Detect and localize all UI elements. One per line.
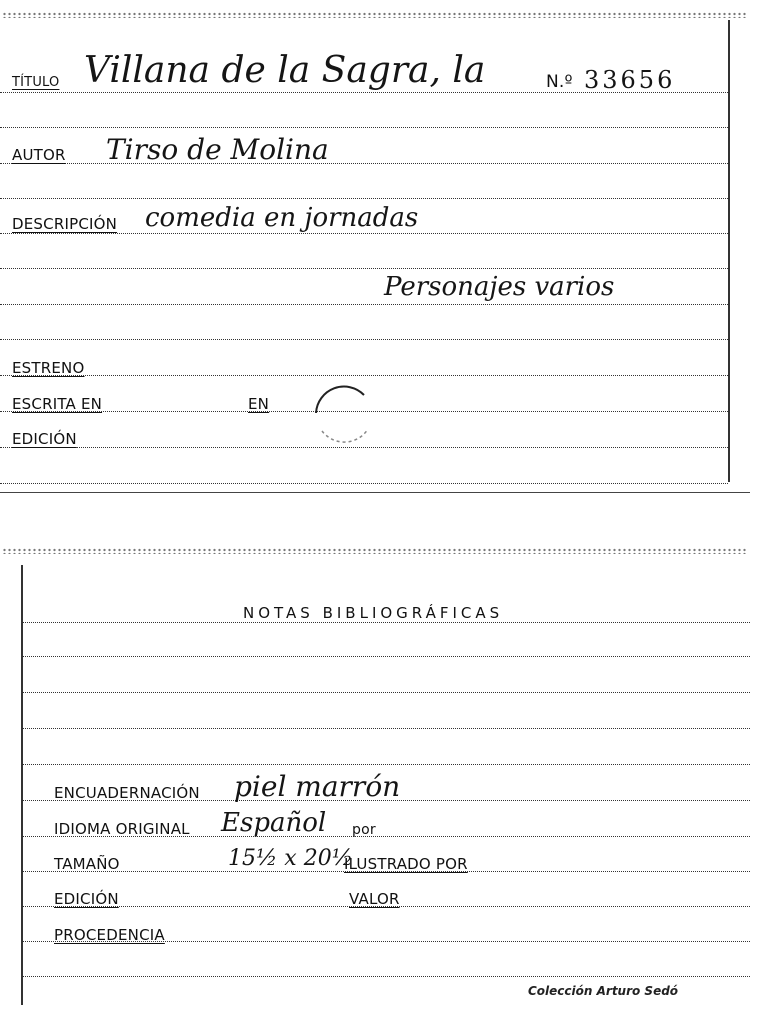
- idioma-label: IDIOMA ORIGINAL: [54, 820, 190, 838]
- encuadernacion-value: piel marrón: [234, 770, 401, 803]
- rule-line: [22, 728, 750, 729]
- rule-line: [0, 375, 728, 376]
- rule-line: [0, 304, 728, 305]
- idioma-value: Español: [221, 808, 327, 838]
- descripcion-label: DESCRIPCIÓN: [12, 215, 118, 233]
- procedencia-label: PROCEDENCIA: [54, 926, 165, 944]
- titulo-value: Villana de la Sagra, la: [84, 50, 486, 91]
- rule-line: [0, 198, 728, 199]
- edicion-label-2: EDICIÓN: [54, 890, 119, 908]
- edicion-label: EDICIÓN: [12, 430, 77, 448]
- numero-label: N.º: [546, 72, 573, 92]
- card-right-border: [728, 20, 730, 482]
- rule-line: [0, 339, 728, 340]
- tamano-label: TAMAÑO: [54, 855, 120, 873]
- estreno-label: ESTRENO: [12, 359, 85, 377]
- en-label: EN: [248, 395, 270, 413]
- por-label: por: [352, 822, 376, 838]
- descripcion-value-2: Personajes varios: [384, 272, 615, 302]
- descripcion-value: comedia en jornadas: [145, 203, 419, 233]
- notas-heading: NOTAS BIBLIOGRÁFICAS: [243, 604, 504, 622]
- encuadernacion-label: ENCUADERNACIÓN: [54, 784, 200, 802]
- card-left-border: [21, 565, 23, 1005]
- rule-line: [22, 656, 750, 657]
- rule-line: [22, 622, 750, 623]
- rule-line: [0, 483, 728, 484]
- autor-value: Tirso de Molina: [106, 133, 329, 166]
- tamano-value: 15½ x 20½: [228, 846, 354, 871]
- card-bottom-edge: [0, 492, 750, 493]
- collection-footer: Colección Arturo Sedó: [528, 984, 679, 998]
- autor-label: AUTOR: [12, 146, 66, 164]
- titulo-label: TÍTULO: [12, 75, 60, 90]
- rule-line: [0, 233, 728, 234]
- rule-line: [0, 127, 728, 128]
- rule-line: [0, 447, 728, 448]
- valor-label: VALOR: [349, 890, 400, 908]
- rule-line: [22, 692, 750, 693]
- rule-line: [22, 764, 750, 765]
- escrita-label: ESCRITA EN: [12, 395, 103, 413]
- card-top-edge: [2, 12, 747, 18]
- card-top-edge: [2, 548, 747, 554]
- rule-line: [0, 268, 728, 269]
- ilustrado-label: ILUSTRADO POR: [344, 855, 468, 873]
- numero-value: 33656: [584, 66, 676, 94]
- punch-hole-mark: [308, 383, 378, 447]
- rule-line: [22, 976, 750, 977]
